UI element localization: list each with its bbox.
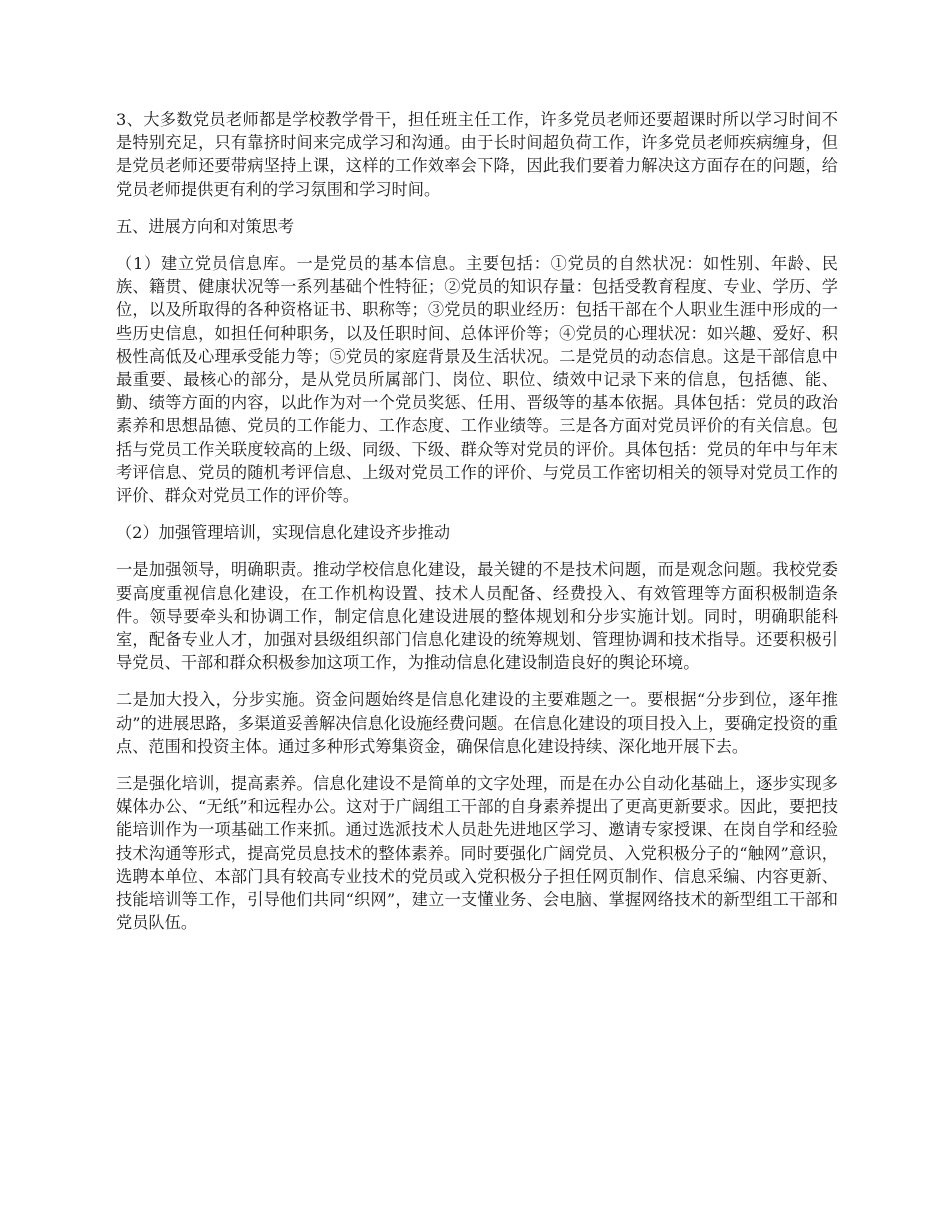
paragraph-leadership: 一是加强领导，明确职责。推动学校信息化建设，最关键的不是技术问题，而是观念问题。我校党委要高度重视信息化建设，在工作机构设置、技术人员配备、经费投入、有效管理等方面积极制造条件。领导要牵头和协调工作，制定信息化建设进展的整体规划和分步实施计划。同时，明确职能科室，配备专业人才，加强对县级组织部门信息化建设的统筹规划、管理协调和技术指导。还要积极引导党员、干部和群众积极参加这项工作，为推动信息化建设制造良好的舆论环境。 (116, 560, 838, 673)
paragraph-teacher-workload: 3、大多数党员老师都是学校教学骨干，担任班主任工作，许多党员老师还要超课时所以学习时间不是特别充足，只有靠挤时间来完成学习和沟通。由于长时间超负荷工作，许多党员老师疾病缠身，但是党员老师还要带病坚持上课，这样的工作效率会下降，因此我们要着力解决这方面存在的问题，给党员老师提供更有利的学习氛围和学习时间。 (116, 110, 838, 199)
section-heading-five: 五、进展方向和对策思考 (116, 216, 295, 236)
subheading-management-training: （2）加强管理培训，实现信息化建设齐步推动 (116, 523, 451, 543)
paragraph-training: 三是强化培训，提高素养。信息化建设不是简单的文字处理，而是在办公自动化基础上，逐步实现多媒体办公、“无纸”和远程办公。这对于广阔组工干部的自身素养提出了更高更新要求。因此，要把技能培训作为一项基础工作来抓。通过选派技术人员赴先进地区学习、邀请专家授课、在岗自学和经验技术沟通等形式，提高党员息技术的整体素养。同时要强化广阔党员、入党积极分子的“触网”意识，选聘本单位、本部门具有较高专业技术的党员或入党积极分子担任网页制作、信息采编、内容更新、技能培训等工作，引导他们共同“织网”，建立一支懂业务、会电脑、掌握网络技术的新型组工干部和党员队伍。 (116, 774, 838, 933)
paragraph-member-database: （1）建立党员信息库。一是党员的基本信息。主要包括：①党员的自然状况：如性别、年龄、民族、籍贯、健康状况等一系列基础个性特征；②党员的知识存量：包括受教育程度、专业、学历、学位，以及所取得的各种资格证书、职称等；③党员的职业经历：包括干部在个人职业生涯中形成的一些历史信息，如担任何种职务，以及任职时间、总体评价等；④党员的心理状况：如兴趣、爱好、积极性高低及心理承受能力等；⑤党员的家庭背景及生活状况。二是党员的动态信息。这是干部信息中最重要、最核心的部分，是从党员所属部门、岗位、职位、绩效中记录下来的信息，包括德、能、勤、绩等方面的内容，以此作为对一个党员奖惩、任用、晋级等的基本依据。具体包括：党员的政治素养和思想品德、党员的工作能力、工作态度、工作业绩等。三是各方面对党员评价的有关信息。包括与党员工作关联度较高的上级、同级、下级、群众等对党员的评价。具体包括：党员的年中与年末考评信息、党员的随机考评信息、上级对党员工作的评价、与党员工作密切相关的领导对党员工作的评价、群众对党员工作的评价等。 (116, 254, 838, 506)
document-body (116, 108, 838, 949)
paragraph-investment: 二是加大投入，分步实施。资金问题始终是信息化建设的主要难题之一。要根据“分步到位，逐年推动”的进展思路，多渠道妥善解决信息化设施经费问题。在信息化建设的项目投入上，要确定投资的重点、范围和投资主体。通过多种形式筹集资金，确保信息化建设持续、深化地开展下去。 (116, 690, 838, 756)
